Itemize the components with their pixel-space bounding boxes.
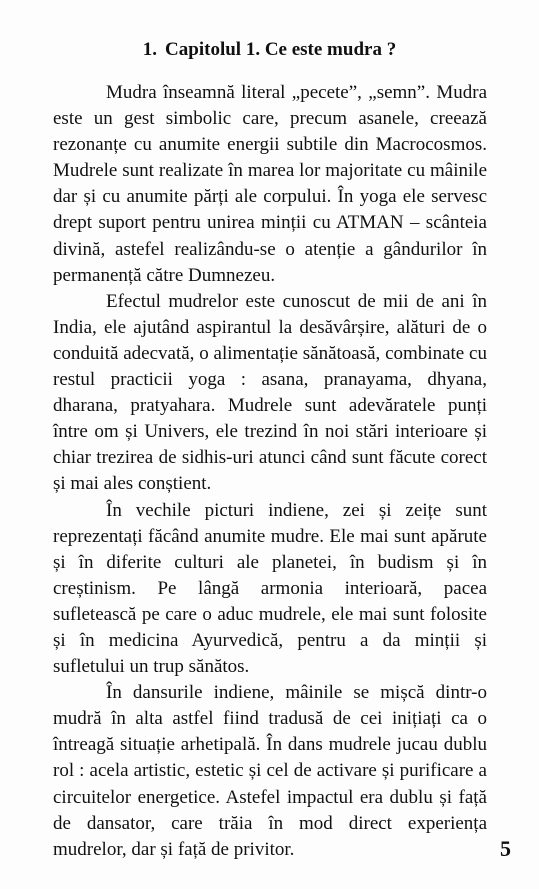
- chapter-number: 1.: [142, 39, 158, 60]
- paragraph-effect: Efectul mudrelor este cunoscut de mii de ani în India, ele ajutând aspirantul la desăvârșire, alături de o conduită adecvată, o alimentație sănătoasă, combinate cu restul practicii yoga : asana, pranayama, dhyana, dharana, pratyahara. Mudrele sunt adevăratele punți între om și Univers, ele trezind în noi stări interioare și chiar trezirea de sidhis-uri atunci când sunt făcute corect și mai ales conștient.: [53, 290, 487, 495]
- paragraph-paintings: În vechile picturi indiene, zei și zeițe sunt reprezentați făcând anumite mudre. Ele mai sunt apărute și în diferite culturi ale planetei, în budism și în creștinism. Pe lângă armonia interioară, pacea sufletească pe care o aduc mudrele, ele mai sunt folosite și în medicina Ayurvedică, pentru a da minții și sufletului un trup sănătos.: [53, 499, 487, 678]
- paragraph-definition: Mudra înseamnă literal „pecete”, „semn”. Mudra este un gest simbolic care, precum asanele, creează rezonanțe cu anumite energii subtile din Macrocosmos. Mudrele sunt realizate în marea lor majoritate cu mâinile dar și cu anumite părți ale corpului. În yoga ele servesc drept suport pentru unirea minții cu ATMAN – scânteia divină, astefel realizându-se o atenție a gândurilor în permanență către Dumnezeu.: [53, 82, 487, 286]
- paragraph-dances: În dansurile indiene, mâinile se mișcă dintr-o mudră în alta astfel fiind tradusă de cei inițiați ca o întreagă situație arhetipală. În dans mudrele jucau dublu rol : acela artistic, estetic și cel de activare și purificare a circuitelor energetice. Astefel impactul era dublu și față de dansator, care trăia în mod direct experiența mudrelor, dar și față de privitor.: [53, 682, 487, 860]
- chapter-heading: [0, 38, 539, 62]
- chapter-title: Capitolul 1. Ce este mudra ?: [165, 39, 397, 60]
- page-number: 5: [500, 836, 511, 861]
- chapter-body: [53, 80, 487, 863]
